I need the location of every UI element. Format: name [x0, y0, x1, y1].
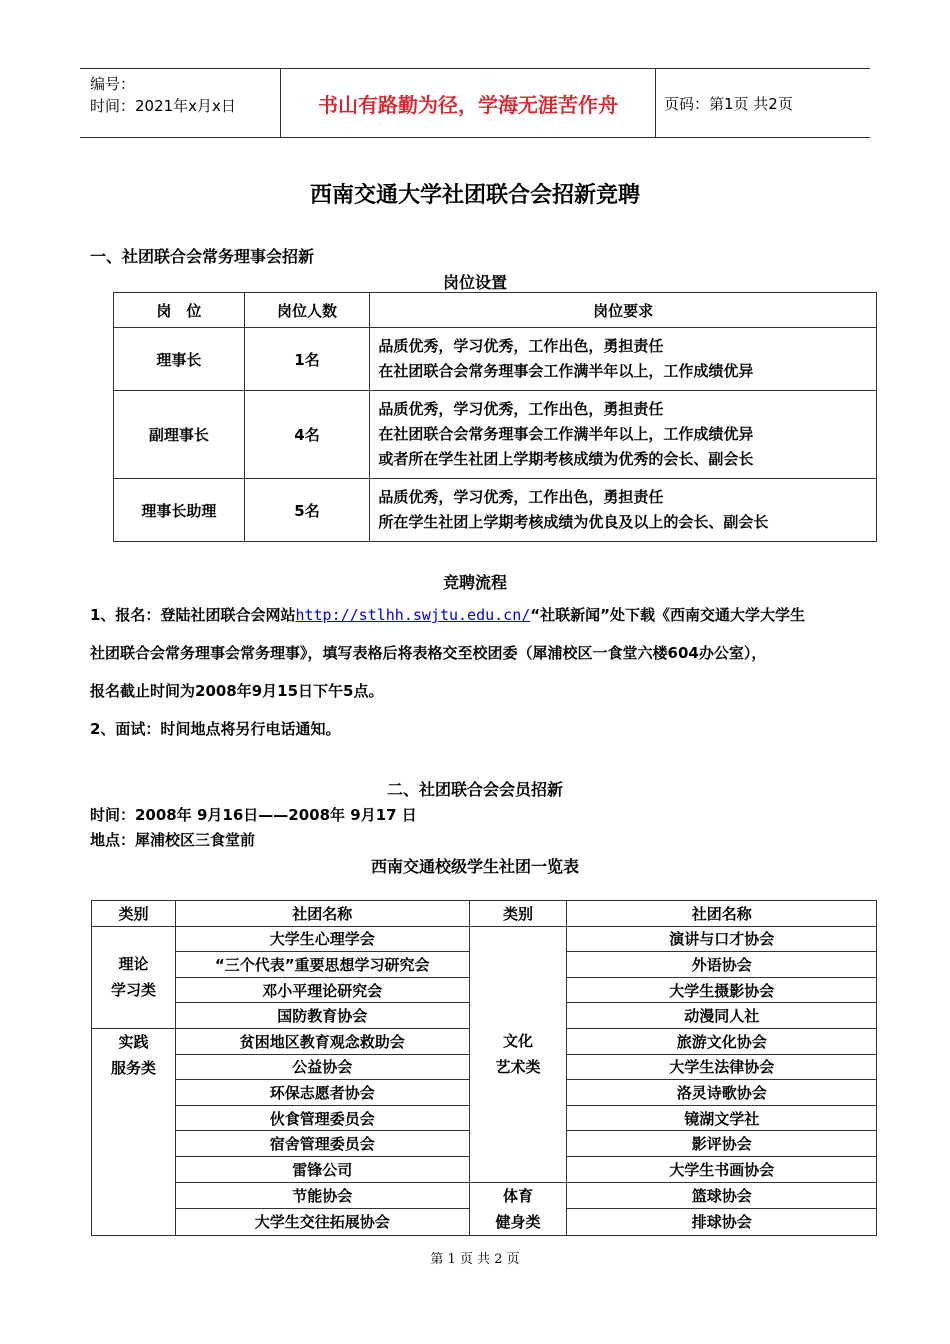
club-name: 动漫同人社 — [567, 1003, 877, 1029]
club-name: 排球协会 — [567, 1209, 877, 1236]
category-cell — [469, 1182, 567, 1235]
section1-heading: 一、社团联合会常务理事会招新 — [90, 247, 315, 266]
club-name: 环保志愿者协会 — [175, 1080, 469, 1106]
requirement-line: 品质优秀，学习优秀，工作出色，勇担责任 — [378, 488, 664, 506]
club-name: 大学生书画协会 — [567, 1156, 877, 1182]
position-requirements — [370, 328, 877, 391]
category-line: 文化 — [502, 1032, 533, 1051]
club-name: 节能协会 — [175, 1182, 469, 1209]
clubs-table — [91, 900, 877, 1236]
website-link[interactable]: http://stlhh.swjtu.edu.cn/ — [295, 606, 531, 624]
recruit-time: 时间：2008年 9月16日——2008年 9月17 日 — [90, 806, 417, 824]
club-name: 篮球协会 — [567, 1182, 877, 1209]
category-cell — [92, 1028, 176, 1235]
table-row — [114, 479, 877, 542]
category-line: 艺术类 — [495, 1058, 541, 1077]
header-meta — [90, 73, 236, 117]
position-count: 4名 — [244, 391, 370, 479]
requirement-line: 品质优秀，学习优秀，工作出色，勇担责任 — [378, 400, 664, 418]
club-name: 旅游文化协会 — [567, 1028, 877, 1054]
club-name: 镜湖文学社 — [567, 1105, 877, 1131]
section2-heading: 二、社团联合会会员招新 — [386, 780, 563, 799]
category-line: 健身类 — [495, 1212, 541, 1231]
category-line: 学习类 — [110, 981, 156, 1000]
table-row — [92, 926, 877, 952]
club-name: 伙食管理委员会 — [175, 1105, 469, 1131]
club-name: 大学生摄影协会 — [567, 977, 877, 1003]
number-label: 编号： — [90, 75, 136, 93]
requirement-line: 品质优秀，学习优秀，工作出色，勇担责任 — [378, 337, 664, 355]
table-row — [114, 328, 877, 391]
club-name: 雷锋公司 — [175, 1156, 469, 1182]
column-header: 类别 — [92, 901, 176, 927]
club-name: 国防教育协会 — [175, 1003, 469, 1029]
column-header: 岗位要求 — [370, 293, 877, 328]
header-page-info: 页码：第1页 共2页 — [664, 94, 793, 113]
position-name: 理事长助理 — [114, 479, 245, 542]
process-text — [90, 596, 880, 748]
recruit-place: 地点：犀浦校区三食堂前 — [90, 831, 256, 849]
process-step1-line3: 报名截止时间为2008年9月15日下午5点。 — [90, 682, 384, 700]
page-footer: 第 1 页 共 2 页 — [430, 1252, 520, 1267]
process-step1 — [90, 596, 880, 634]
step1-prefix: 1、报名：登陆社团联合会网站 — [90, 606, 296, 624]
process-step2: 2、面试：时间地点将另行电话通知。 — [90, 720, 341, 738]
position-requirements — [370, 391, 877, 479]
positions-table-title: 岗位设置 — [442, 273, 507, 292]
positions-table — [113, 292, 877, 542]
position-requirements — [370, 479, 877, 542]
requirement-line: 在社团联合会常务理事会工作满半年以上，工作成绩优异 — [378, 425, 754, 443]
category-line: 体育 — [502, 1186, 533, 1205]
table-row — [92, 1182, 877, 1209]
category-line: 理论 — [118, 955, 149, 974]
time-label: 时间：2021年x月x日 — [90, 97, 236, 115]
step1-rest: “社联新闻”处下载《西南交通大学大学生 — [530, 606, 805, 624]
club-name: 贫困地区教育观念救助会 — [175, 1028, 469, 1054]
category-cell — [92, 926, 176, 1028]
club-name: 影评协会 — [567, 1131, 877, 1157]
process-title: 竞聘流程 — [442, 573, 507, 592]
club-name: 公益协会 — [175, 1054, 469, 1080]
page-header — [80, 68, 870, 138]
requirement-line: 或者所在学生社团上学期考核成绩为优秀的会长、副会长 — [378, 450, 754, 468]
club-name: 洛灵诗歌协会 — [567, 1080, 877, 1106]
position-count: 1名 — [244, 328, 370, 391]
column-header: 岗 位 — [114, 293, 245, 328]
clubs-table-title: 西南交通校级学生社团一览表 — [370, 857, 579, 876]
club-name: 演讲与口才协会 — [567, 926, 877, 952]
club-name: 外语协会 — [567, 952, 877, 978]
club-name: 宿舍管理委员会 — [175, 1131, 469, 1157]
position-count: 5名 — [244, 479, 370, 542]
category-cell — [469, 926, 567, 1182]
positions-header-row — [114, 293, 877, 328]
column-header: 社团名称 — [175, 901, 469, 927]
club-name: 大学生交往拓展协会 — [175, 1209, 469, 1236]
header-motto: 书山有路勤为径，学海无涯苦作舟 — [280, 69, 656, 137]
requirement-line: 在社团联合会常务理事会工作满半年以上，工作成绩优异 — [378, 362, 754, 380]
requirement-line: 所在学生社团上学期考核成绩为优良及以上的会长、副会长 — [378, 513, 769, 531]
club-name: 大学生心理学会 — [175, 926, 469, 952]
category-line: 实践 — [118, 1032, 149, 1051]
position-name: 副理事长 — [114, 391, 245, 479]
column-header: 岗位人数 — [244, 293, 370, 328]
category-line: 服务类 — [110, 1058, 156, 1077]
column-header: 社团名称 — [567, 901, 877, 927]
clubs-header-row — [92, 901, 877, 927]
position-name: 理事长 — [114, 328, 245, 391]
club-name: 邓小平理论研究会 — [175, 977, 469, 1003]
column-header: 类别 — [469, 901, 567, 927]
document-title: 西南交通大学社团联合会招新竞聘 — [309, 183, 640, 208]
club-name: 大学生法律协会 — [567, 1054, 877, 1080]
table-row — [114, 391, 877, 479]
club-name: “三个代表”重要思想学习研究会 — [175, 952, 469, 978]
process-step1-line2: 社团联合会常务理事会常务理事》，填写表格后将表格交至校团委（犀浦校区一食堂六楼604办公室）， — [90, 644, 767, 662]
